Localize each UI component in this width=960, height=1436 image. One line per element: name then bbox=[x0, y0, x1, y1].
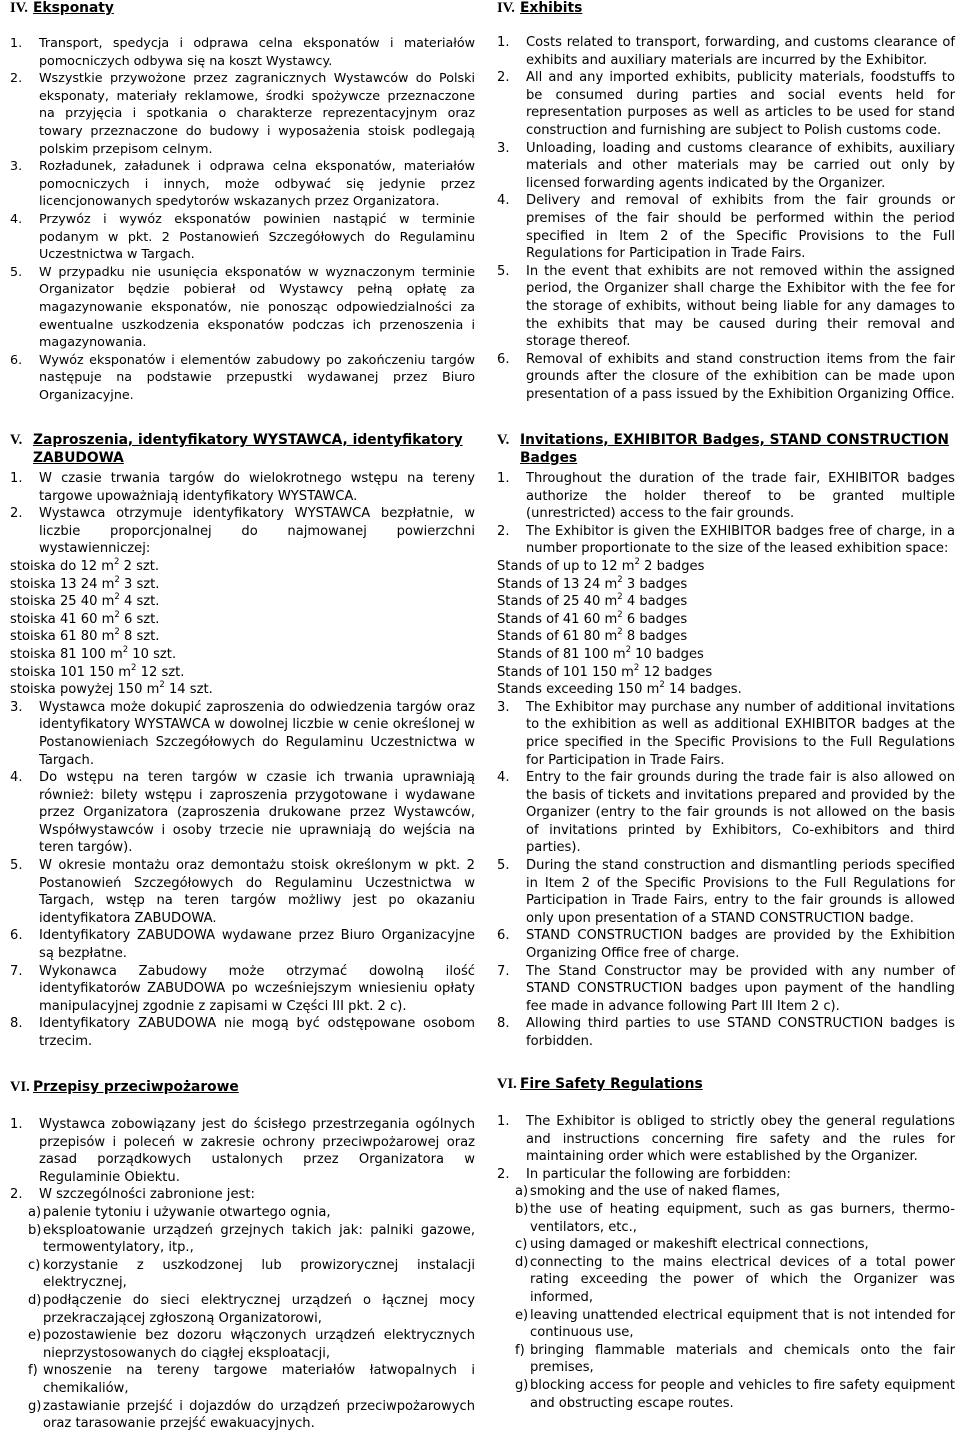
stand-size-label: Stands of 81 100 m bbox=[497, 646, 626, 662]
sub-item bbox=[497, 1377, 955, 1412]
stand-badge-count: 14 badges. bbox=[664, 682, 742, 698]
item-number: 3. bbox=[10, 158, 23, 174]
item-text: Transport, spedycja i odprawa celna eksponatów i materiałów pomocniczych odbywa się na koszt Wystawcy. bbox=[39, 35, 475, 68]
stand-size-row bbox=[10, 681, 475, 699]
sub-item bbox=[497, 1342, 955, 1377]
item-number: 3. bbox=[10, 699, 23, 715]
item-list bbox=[10, 470, 475, 558]
item-number: 1. bbox=[10, 35, 23, 50]
sub-item-letter: a) bbox=[515, 1184, 529, 1200]
sub-item-text: eksploatowanie urządzeń grzejnych takich jak: palniki gazowe, termowentylatory, itp., bbox=[43, 1222, 475, 1256]
item-text: Wszystkie przywożone przez zagranicznych Wystawców do Polski eksponaty, materiały reklamowe, środki spożywcze przeznaczone na przyjęcia i spotkania o charakterze reprezentacyjnym oraz towary przeznaczone do budowy i wyposażenia stoisk podlegają polskim przepisom celnym. bbox=[39, 70, 475, 156]
item-number: 6. bbox=[10, 351, 23, 367]
sub-item-letter: c) bbox=[28, 1257, 41, 1273]
superscript-two: 2 bbox=[114, 574, 120, 585]
list-item bbox=[497, 1113, 955, 1166]
stand-size-row bbox=[497, 664, 955, 682]
sub-item bbox=[10, 1222, 475, 1257]
item-text: In the event that exhibits are not removed within the assigned period, the Organizer shall charge the Exhibitor with the fee for the storage of exhibits, without being liable for any damages to the exhibits that may be caused during their removal and storage thereof. bbox=[526, 263, 955, 350]
list-item bbox=[10, 1116, 475, 1186]
stand-size-row bbox=[497, 558, 955, 576]
item-number: 4. bbox=[10, 770, 23, 786]
item-number: 6. bbox=[497, 351, 510, 367]
list-item bbox=[10, 927, 475, 962]
stand-badge-count: 3 badges bbox=[622, 576, 688, 592]
section-title: Fire Safety Regulations bbox=[520, 1076, 703, 1092]
stand-badge-count: 3 szt. bbox=[119, 576, 160, 592]
sub-item-letter: f) bbox=[515, 1342, 525, 1358]
superscript-two: 2 bbox=[659, 680, 665, 691]
sub-item-letter: b) bbox=[515, 1201, 529, 1217]
item-text: W przypadku nie usunięcia eksponatów w wyznaczonym terminie Organizator będzie pobierał od Wystawcy pełną opłatę za magazynowanie eksponatów, nie ponosząc odpowiedzialności za ewentualne uszkodzenia eksponatów podczas ich przenoszenia i magazynowania. bbox=[39, 263, 475, 350]
sub-item-letter: e) bbox=[28, 1328, 42, 1344]
stand-size-row bbox=[10, 576, 475, 594]
sub-item bbox=[497, 1183, 955, 1201]
item-text: Unloading, loading and customs clearance of exhibits, auxiliary materials and other materials may be carried out only by licensed forwarding agents indicated by the Organizer. bbox=[526, 140, 955, 191]
stand-size-label: stoiska 101 150 m bbox=[10, 664, 132, 680]
item-text: Costs related to transport, forwarding, and customs clearance of exhibits and auxiliary materials are incurred by the Exhibitor. bbox=[526, 35, 955, 68]
item-text: The Stand Constructor may be provided with any number of STAND CONSTRUCTION badges upon payment of the handling fee made in advance following Part III Item 2 c). bbox=[526, 963, 955, 1014]
section-number: IV. bbox=[497, 0, 515, 16]
sub-item-text: palenie tytoniu i używanie otwartego ognia, bbox=[43, 1204, 331, 1220]
item-list bbox=[497, 470, 955, 558]
list-item bbox=[497, 470, 955, 523]
section-heading bbox=[10, 1079, 475, 1099]
sub-list bbox=[10, 1204, 475, 1433]
list-item bbox=[497, 1015, 955, 1050]
list-item bbox=[10, 699, 475, 769]
stand-badge-count: 4 szt. bbox=[119, 594, 160, 610]
item-text: In particular the following are forbidden: bbox=[526, 1166, 791, 1182]
sub-item-text: blocking access for people and vehicles to fire safety equipment and obstructing escape routes. bbox=[530, 1377, 955, 1411]
sub-list bbox=[497, 1183, 955, 1412]
stand-size-label: stoiska powyżej 150 m bbox=[10, 682, 160, 698]
section-title: Eksponaty bbox=[33, 0, 114, 16]
item-number: 6. bbox=[497, 928, 510, 944]
sub-item bbox=[497, 1236, 955, 1254]
stand-size-row bbox=[497, 593, 955, 611]
stand-badge-count: 8 szt. bbox=[119, 629, 160, 645]
sub-item-letter: b) bbox=[28, 1222, 42, 1238]
sub-item-letter: d) bbox=[515, 1254, 529, 1270]
section-heading bbox=[10, 0, 475, 20]
section-heading bbox=[497, 0, 955, 20]
list-item bbox=[497, 140, 955, 193]
sub-item-text: zastawianie przejść i dojazdów do urządzeń przeciwpożarowych oraz tarasowanie przejść ewakuacyjnych. bbox=[43, 1398, 475, 1432]
stand-badge-count: 12 badges bbox=[639, 664, 713, 680]
superscript-two: 2 bbox=[633, 662, 640, 673]
item-text: Wykonawca Zabudowy może otrzymać dowolną ilość identyfikatorów ZABUDOWA po wcześniejszym wniesieniu opłaty manipulacyjnej zgodnie z zapisami w Części III pkt. 2 c). bbox=[39, 963, 475, 1014]
item-list bbox=[497, 1113, 955, 1183]
section-heading bbox=[497, 432, 955, 470]
list-item bbox=[10, 263, 475, 351]
stand-size-label: Stands of 41 60 m bbox=[497, 611, 618, 627]
stand-size-label: Stands of 25 40 m bbox=[497, 594, 618, 610]
item-number: 5. bbox=[497, 858, 510, 874]
item-list bbox=[497, 699, 955, 1051]
item-text: W czasie trwania targów do wielokrotnego wstępu na tereny targowe upoważniają identyfikatory WYSTAWCA. bbox=[39, 471, 475, 504]
section-heading bbox=[497, 1076, 955, 1096]
superscript-two: 2 bbox=[114, 609, 120, 620]
item-number: 2. bbox=[10, 506, 23, 522]
item-number: 2. bbox=[497, 70, 510, 86]
stand-badge-count: 4 badges bbox=[622, 594, 688, 610]
sub-item-text: connecting to the mains electrical devices of a total power rating exceeding the power of which the Organizer was informed, bbox=[530, 1254, 955, 1305]
sub-item-text: pozostawienie bez dozoru włączonych urządzeń elektrycznych nieprzystosowanych do ciągłej eksploatacji, bbox=[43, 1328, 475, 1361]
list-item bbox=[10, 505, 475, 558]
list-item bbox=[497, 857, 955, 927]
item-number: 7. bbox=[10, 963, 23, 979]
list-item bbox=[497, 769, 955, 857]
sub-item-text: podłączenie do sieci elektrycznej urządzeń o łącznej mocy przekraczającej zgłoszoną Organizatorowi, bbox=[43, 1292, 475, 1326]
sub-item bbox=[10, 1204, 475, 1222]
superscript-two: 2 bbox=[617, 592, 623, 603]
superscript-two: 2 bbox=[114, 592, 120, 603]
sub-item-letter: a) bbox=[28, 1204, 42, 1220]
section-v-en bbox=[497, 432, 955, 1051]
sub-item-text: the use of heating equipment, such as gas burners, thermo-ventilators, etc., bbox=[530, 1201, 955, 1235]
item-text: The Exhibitor is obliged to strictly obey the general regulations and instructions concerning fire safety and the rules for maintaining order which were established by the Organizer. bbox=[526, 1114, 955, 1165]
list-item bbox=[10, 857, 475, 927]
item-number: 1. bbox=[497, 1114, 510, 1129]
sub-item-text: smoking and the use of naked flames, bbox=[530, 1184, 781, 1200]
superscript-two: 2 bbox=[131, 662, 137, 673]
sub-item-text: using damaged or makeshift electrical connections, bbox=[530, 1237, 869, 1253]
item-number: 5. bbox=[10, 858, 23, 874]
list-item bbox=[497, 69, 955, 139]
item-number: 1. bbox=[497, 35, 510, 50]
stand-badge-count: 2 szt. bbox=[119, 558, 160, 574]
superscript-two: 2 bbox=[617, 609, 623, 620]
stand-badge-count: 8 badges bbox=[622, 629, 688, 645]
stand-size-row bbox=[497, 646, 955, 664]
item-list bbox=[10, 699, 475, 1051]
item-text: Wystawca otrzymuje identyfikatory WYSTAWCA bezpłatnie, w liczbie proporcjonalnej do najmowanej powierzchni wystawienniczej: bbox=[39, 506, 475, 557]
list-item bbox=[10, 210, 475, 263]
superscript-two: 2 bbox=[114, 627, 120, 638]
sub-item-text: bringing flammable materials and chemicals onto the fair premises, bbox=[530, 1342, 955, 1376]
stand-size-label: Stands of up to 12 m bbox=[497, 558, 635, 574]
stand-size-row bbox=[10, 646, 475, 664]
item-number: 1. bbox=[497, 471, 510, 486]
stand-size-row bbox=[10, 558, 475, 576]
item-number: 4. bbox=[10, 210, 23, 226]
stand-size-label: stoiska do 12 m bbox=[10, 558, 115, 574]
list-item bbox=[10, 157, 475, 210]
item-number: 2. bbox=[497, 1166, 510, 1182]
list-item bbox=[497, 699, 955, 769]
list-item bbox=[497, 523, 955, 558]
section-number: V. bbox=[10, 432, 23, 448]
stand-badge-count: 6 badges bbox=[622, 611, 688, 627]
list-item bbox=[497, 34, 955, 69]
item-number: 4. bbox=[497, 770, 510, 786]
sub-item bbox=[497, 1307, 955, 1342]
item-number: 3. bbox=[497, 699, 510, 715]
list-item bbox=[10, 69, 475, 157]
sub-item bbox=[10, 1257, 475, 1292]
superscript-two: 2 bbox=[122, 644, 129, 655]
item-text: W szczególności zabronione jest: bbox=[39, 1187, 255, 1203]
item-number: 1. bbox=[10, 1117, 23, 1132]
list-item bbox=[10, 769, 475, 857]
item-number: 1. bbox=[10, 471, 23, 486]
sub-item bbox=[497, 1201, 955, 1236]
item-list bbox=[10, 34, 475, 403]
item-text: W okresie montażu oraz demontażu stoisk określonym w pkt. 2 Postanowień Szczegółowych do Regulaminu Uczestnictwa w Targach, wstęp na teren targów możliwy jest po okazaniu identyfikatora ZABUDOWA. bbox=[39, 858, 475, 926]
sub-item-letter: d) bbox=[28, 1292, 42, 1308]
item-text: Identyfikatory ZABUDOWA nie mogą być odstępowane osobom trzecim. bbox=[39, 1016, 475, 1049]
section-number: VI. bbox=[10, 1079, 30, 1095]
list-item bbox=[10, 963, 475, 1016]
sub-item-letter: e) bbox=[515, 1307, 529, 1323]
stand-size-label: stoiska 81 100 m bbox=[10, 646, 123, 662]
section-title: Exhibits bbox=[520, 0, 583, 16]
item-number: 6. bbox=[10, 928, 23, 944]
item-text: The Exhibitor is given the EXHIBITOR badges free of charge, in a number proportionate to the size of the leased exhibition space: bbox=[526, 523, 955, 557]
item-text: Allowing third parties to use STAND CONSTRUCTION badges is forbidden. bbox=[526, 1016, 955, 1049]
item-text: Throughout the duration of the trade fair, EXHIBITOR badges authorize the holder thereof to be granted multiple (unrestricted) access to the fair grounds. bbox=[526, 471, 955, 522]
item-text: Identyfikatory ZABUDOWA wydawane przez Biuro Organizacyjne są bezpłatne. bbox=[39, 928, 475, 962]
sub-item-letter: f) bbox=[28, 1363, 38, 1379]
item-list bbox=[10, 1116, 475, 1204]
stand-size-label: stoiska 25 40 m bbox=[10, 594, 115, 610]
list-item bbox=[10, 34, 475, 69]
section-heading bbox=[10, 432, 475, 470]
item-number: 3. bbox=[497, 140, 510, 156]
item-text: Wystawca zobowiązany jest do ścisłego przestrzegania ogólnych przepisów i poleceń w zakresie ochrony przeciwpożarowej oraz zasad porządkowych ustalonych przez Organizatora w Regulaminie Obiektu. bbox=[39, 1117, 475, 1185]
item-text: Do wstępu na teren targów w czasie ich trwania uprawniają również: bilety wstępu i zaproszenia przygotowane i wydawane przez Organizatora (zaproszenia drukowane przez Wystawców, Współwystawców i osoby trzecie nie uprawniają do wejścia na teren targów). bbox=[39, 770, 475, 856]
list-item bbox=[497, 1166, 955, 1184]
item-text: STAND CONSTRUCTION badges are provided by the Exhibition Organizing Office free of charge. bbox=[526, 928, 955, 962]
list-item bbox=[497, 927, 955, 962]
item-text: Removal of exhibits and stand construction items from the fair grounds after the closure of the exhibition can be made upon presentation of a pass issued by the Exhibition Organizing Office. bbox=[526, 351, 955, 402]
stand-size-row bbox=[10, 593, 475, 611]
section-title: Invitations, EXHIBITOR Badges, STAND CONSTRUCTION Badges bbox=[520, 432, 949, 466]
item-number: 7. bbox=[497, 963, 510, 979]
superscript-two: 2 bbox=[617, 574, 623, 585]
list-item bbox=[10, 1015, 475, 1050]
list-item bbox=[10, 470, 475, 505]
sub-item bbox=[497, 1254, 955, 1307]
stand-badge-count: 6 szt. bbox=[119, 611, 160, 627]
item-text: Wystawca może dokupić zaproszenia do odwiedzenia targów oraz identyfikatory WYSTAWCA w dowolnej liczbie w cenie określonej w Postanowieniach Szczegółowych do Regulaminu Uczestnictwa w Targach. bbox=[39, 699, 475, 768]
stand-size-row bbox=[10, 664, 475, 682]
sub-item-text: wnoszenie na tereny targowe materiałów łatwopalnych i chemikaliów, bbox=[43, 1363, 475, 1396]
item-number: 4. bbox=[497, 193, 510, 209]
item-text: All and any imported exhibits, publicity materials, foodstuffs to be consumed during parties and social events held for representation purposes as well as articles to be used for stand construction and furnishing are subject to Polish customs code. bbox=[526, 70, 955, 138]
stand-badge-count: 10 szt. bbox=[128, 646, 177, 662]
section-number: V. bbox=[497, 432, 510, 448]
stand-badge-count: 2 badges bbox=[639, 558, 705, 574]
stand-size-label: stoiska 13 24 m bbox=[10, 576, 115, 592]
sub-item-text: leaving unattended electrical equipment that is not intended for continuous use, bbox=[530, 1307, 955, 1341]
superscript-two: 2 bbox=[634, 556, 640, 567]
item-text: Wywóz eksponatów i elementów zabudowy po zakończeniu targów następuje na podstawie przepustki wydawanej przez Biuro Organizacyjne. bbox=[39, 351, 475, 402]
sub-item bbox=[10, 1362, 475, 1397]
list-item bbox=[497, 192, 955, 262]
stand-badge-count: 14 szt. bbox=[164, 682, 213, 698]
list-item bbox=[497, 263, 955, 351]
stand-size-label: stoiska 41 60 m bbox=[10, 611, 115, 627]
list-item bbox=[497, 963, 955, 1016]
section-v-pl bbox=[10, 432, 475, 1051]
stand-badge-count: 10 badges bbox=[631, 646, 704, 662]
item-number: 8. bbox=[10, 1016, 23, 1032]
stand-size-row bbox=[10, 628, 475, 646]
item-text: Rozładunek, załadunek i odprawa celna eksponatów, materiałów pomocniczych i innych, może odbywać się jedynie przez licencjonowanych spedytorów wskazanych przez Organizatora. bbox=[39, 158, 475, 209]
stand-list bbox=[10, 558, 475, 699]
item-text: Entry to the fair grounds during the trade fair is also allowed on the basis of tickets and invitations prepared and provided by the Organizer (entry to the fair grounds is not allowed on the basis of invitations printed by Exhibitors, Co-exhibitors and third parties). bbox=[526, 770, 955, 856]
stand-list bbox=[497, 558, 955, 699]
stand-size-label: Stands exceeding 150 m bbox=[497, 682, 660, 698]
item-number: 2. bbox=[10, 70, 23, 86]
stand-size-row bbox=[497, 576, 955, 594]
item-number: 2. bbox=[10, 1187, 23, 1203]
item-number: 8. bbox=[497, 1016, 510, 1032]
section-title: Przepisy przeciwpożarowe bbox=[33, 1079, 239, 1095]
sub-item-text: korzystanie z uszkodzonej lub prowizorycznej instalacji elektrycznej, bbox=[43, 1257, 475, 1291]
item-number: 5. bbox=[497, 263, 510, 279]
section-vi-pl bbox=[10, 1079, 475, 1433]
section-iv-pl bbox=[10, 0, 475, 403]
sub-item-letter: g) bbox=[515, 1377, 529, 1393]
item-text: The Exhibitor may purchase any number of additional invitations to the exhibition as well as additional EXHIBITOR badges at the price specified in the Specific Provisions to the Full Regulations for Participation in Trade Fairs. bbox=[526, 699, 955, 768]
item-number: 5. bbox=[10, 263, 23, 279]
superscript-two: 2 bbox=[617, 627, 623, 638]
stand-badge-count: 12 szt. bbox=[136, 664, 185, 680]
list-item bbox=[10, 351, 475, 404]
superscript-two: 2 bbox=[114, 556, 120, 567]
stand-size-row bbox=[10, 611, 475, 629]
section-title: Zaproszenia, identyfikatory WYSTAWCA, identyfikatory ZABUDOWA bbox=[33, 432, 463, 466]
sub-item bbox=[10, 1327, 475, 1362]
stand-size-label: Stands of 61 80 m bbox=[497, 629, 618, 645]
superscript-two: 2 bbox=[159, 680, 165, 691]
sub-item bbox=[10, 1398, 475, 1433]
section-number: IV. bbox=[10, 0, 28, 16]
stand-size-label: stoiska 61 80 m bbox=[10, 629, 115, 645]
section-iv-en bbox=[497, 0, 955, 403]
item-text: Przywóz i wywóz eksponatów powinien nastąpić w terminie podanym w pkt. 2 Postanowień Szczegółowych do Regulaminu Uczestnictwa w Targach. bbox=[39, 210, 475, 262]
sub-item-letter: c) bbox=[515, 1237, 528, 1253]
section-vi-en bbox=[497, 1076, 955, 1412]
section-number: VI. bbox=[497, 1076, 517, 1092]
item-text: Delivery and removal of exhibits from the fair grounds or premises of the fair should be performed within the period specified in Item 2 of the Specific Provisions to the Full Regulations for Participation in Trade Fairs. bbox=[526, 193, 955, 262]
item-list bbox=[497, 34, 955, 403]
item-text: During the stand construction and dismantling periods specified in Item 2 of the Specific Provisions to the Full Regulations for Participation in Trade Fairs, entry to the fair grounds is allowed only upon presentation of a STAND CONSTRUCTION badge. bbox=[526, 858, 955, 926]
stand-size-label: Stands of 13 24 m bbox=[497, 576, 618, 592]
stand-size-row bbox=[497, 611, 955, 629]
item-number: 2. bbox=[497, 523, 510, 539]
stand-size-row bbox=[497, 628, 955, 646]
list-item bbox=[497, 351, 955, 404]
list-item bbox=[10, 1186, 475, 1204]
stand-size-label: Stands of 101 150 m bbox=[497, 664, 634, 680]
superscript-two: 2 bbox=[625, 644, 632, 655]
sub-item-letter: g) bbox=[28, 1398, 42, 1414]
sub-item bbox=[10, 1292, 475, 1327]
stand-size-row bbox=[497, 681, 955, 699]
